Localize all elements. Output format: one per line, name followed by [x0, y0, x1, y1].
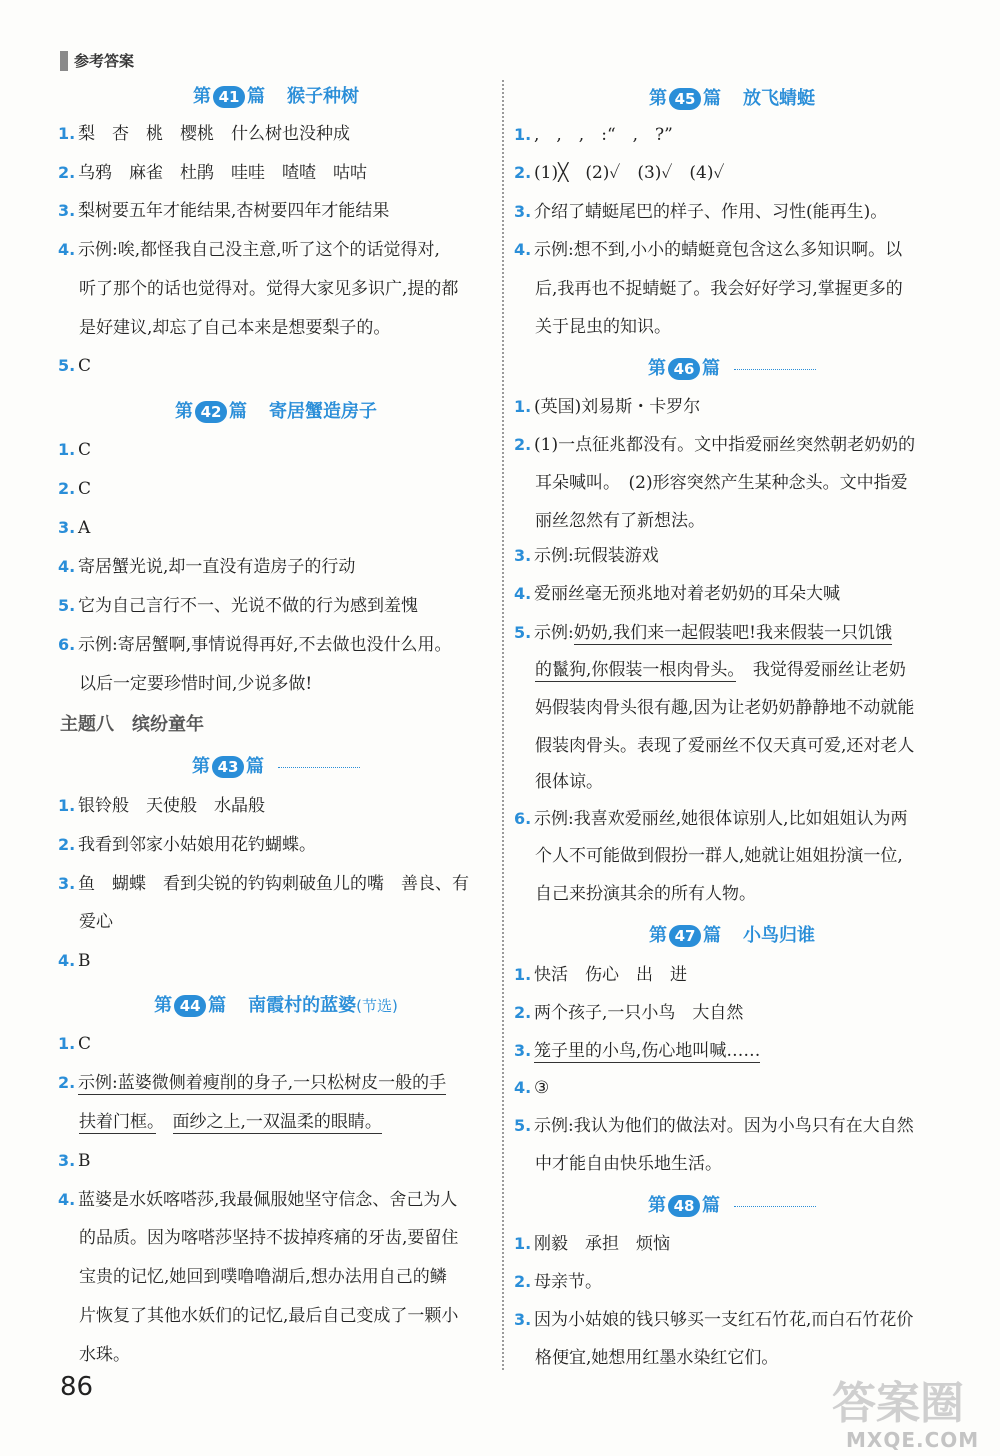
section-title-subtitle: (节选) [356, 997, 398, 1015]
title-prefix: 第 [193, 86, 211, 107]
answer-48-1: 1. 刚毅 承担 烦恼 [514, 1234, 670, 1254]
section-number-badge: 46 [668, 358, 700, 380]
answer-44-2: 2. 示例:蓝婆微侧着瘦削的身子,一只松树皮一般的手 [58, 1073, 447, 1093]
title-suffix: 篇 [702, 1195, 720, 1216]
answer-47-4: 4. ③ [514, 1078, 550, 1098]
title-prefix: 第 [649, 88, 667, 109]
answer-44-4: 4. 蓝婆是水妖喀嗒莎,我最佩服她坚守信念、舍己为人 [58, 1190, 458, 1210]
answer-42-5: 5. 它为自己言行不一、光说不做的行为感到羞愧 [58, 596, 418, 616]
answer-45-1: 1. , , , :“ , ?” [514, 125, 673, 145]
section-title-text: 寄居蟹造房子 [269, 401, 377, 422]
title-blank-line [734, 1206, 816, 1207]
answer-47-3: 3. 笼子里的小鸟,伤心地叫喊…… [514, 1041, 761, 1061]
answer-48-3: 3. 因为小姑娘的钱只够买一支红石竹花,而白石竹花价 [514, 1310, 914, 1330]
answer-46-2-line2: 耳朵喊叫。 (2)形容突然产生某种念头。文中指爱 [535, 473, 908, 493]
answer-44-4-line3: 宝贵的记忆,她回到噗噜噜湖后,想办法用自己的鳞 [79, 1267, 447, 1287]
answer-45-2: 2. (1)╳ (2)✓ (3)✓ (4)✓ [514, 163, 725, 183]
answer-46-5-line5: 很体谅。 [535, 772, 603, 792]
title-suffix: 篇 [246, 756, 264, 777]
answer-44-1: 1. C [58, 1034, 92, 1054]
answer-43-3-line2: 爱心 [79, 912, 113, 932]
section-title-43 [58, 752, 494, 778]
section-title-48 [514, 1191, 950, 1217]
answer-46-1: 1. (英国)刘易斯・卡罗尔 [514, 397, 701, 417]
section-title-44 [58, 991, 494, 1017]
answer-41-4: 4. 示例:唉,都怪我自己没主意,听了这个的话觉得对, [58, 240, 440, 260]
column-divider [502, 80, 504, 1370]
section-title-text: 小鸟归谁 [743, 925, 815, 946]
section-number-badge: 47 [669, 925, 701, 947]
title-prefix: 第 [154, 995, 173, 1016]
header-bar-icon [60, 51, 68, 71]
answer-46-4: 4. 爱丽丝毫无预兆地对着老奶奶的耳朵大喊 [514, 584, 840, 604]
answer-46-5-line3: 妈假装肉骨头很有趣,因为让老奶奶静静地不动就能 [535, 698, 915, 718]
answer-48-2: 2. 母亲节。 [514, 1272, 602, 1292]
answer-46-2-line3: 丽丝忽然有了新想法。 [535, 511, 705, 531]
answer-43-2: 2. 我看到邻家小姑娘用花钓蝴蝶。 [58, 835, 316, 855]
answer-41-4-line2: 听了那个的话也觉得对。觉得大家见多识广,提的都 [79, 279, 459, 299]
header-label: 参考答案 [74, 52, 135, 70]
section-title-47 [514, 921, 950, 947]
answer-47-1: 1. 快活 伤心 出 进 [514, 965, 687, 985]
answer-41-5: 5. C [58, 356, 92, 376]
answer-41-2: 2. 乌鸦 麻雀 杜鹃 哇哇 喳喳 咕咕 [58, 163, 367, 183]
title-suffix: 篇 [247, 86, 265, 107]
answer-44-3: 3. B [58, 1151, 91, 1171]
answer-46-3: 3. 示例:玩假装游戏 [514, 546, 659, 566]
title-suffix: 篇 [702, 358, 720, 379]
answer-45-4-line2: 后,我再也不捉蜻蜓了。我会好好学习,掌握更多的 [535, 279, 903, 299]
section-number-badge: 44 [174, 995, 206, 1017]
answer-47-5: 5. 示例:我认为他们的做法对。因为小鸟只有在大自然 [514, 1116, 914, 1136]
answer-46-2: 2. (1)一点征兆都没有。文中指爱丽丝突然朝老奶奶的 [514, 435, 916, 455]
page-number: 86 [60, 1372, 94, 1402]
title-prefix: 第 [192, 756, 210, 777]
title-prefix: 第 [648, 358, 666, 379]
title-prefix: 第 [648, 1195, 666, 1216]
title-blank-line [278, 767, 360, 768]
title-suffix: 篇 [229, 401, 247, 422]
answer-44-2-line2: 扶着门框。 面纱之上,一双温柔的眼睛。 [79, 1112, 382, 1132]
section-number-badge: 41 [213, 86, 245, 108]
answer-45-3: 3. 介绍了蜻蜓尾巴的样子、作用、习性(能再生)。 [514, 202, 888, 222]
answer-47-5-line2: 中才能自由快乐地生活。 [535, 1154, 722, 1174]
answer-42-3: 3. A [58, 518, 91, 538]
answer-46-5-line2: 的鬣狗,你假装一根肉骨头。 我觉得爱丽丝让老奶 [535, 660, 906, 680]
section-title-41 [58, 82, 494, 108]
section-title-text: 放飞蜻蜓 [743, 88, 815, 109]
answer-43-3: 3. 鱼 蝴蝶 看到尖锐的钓钩刺破鱼儿的嘴 善良、有 [58, 874, 469, 894]
section-number-badge: 45 [669, 88, 701, 110]
section-title-45 [514, 84, 950, 110]
answer-46-5-line4: 假装肉骨头。表现了爱丽丝不仅天真可爱,还对老人 [535, 736, 915, 756]
answer-44-4-line5: 水珠。 [79, 1345, 130, 1365]
answer-41-3: 3. 梨树要五年才能结果,杏树要四年才能结果 [58, 201, 390, 221]
answer-43-4: 4. B [58, 951, 91, 971]
answer-44-4-line4: 片恢复了其他水妖们的记忆,最后自己变成了一颗小 [79, 1306, 459, 1326]
title-prefix: 第 [175, 401, 193, 422]
answer-42-1: 1. C [58, 440, 92, 460]
answer-42-4: 4. 寄居蟹光说,却一直没有造房子的行动 [58, 557, 356, 577]
theme-heading: 主题八 缤纷童年 [60, 714, 204, 735]
answer-43-1: 1. 银铃般 天使般 水晶般 [58, 796, 265, 816]
answer-46-6: 6. 示例:我喜欢爱丽丝,她很体谅别人,比如姐姐认为两 [514, 809, 908, 829]
answer-45-4: 4. 示例:想不到,小小的蜻蜓竟包含这么多知识啊。以 [514, 240, 903, 260]
answer-42-6: 6. 示例:寄居蟹啊,事情说得再好,不去做也没什么用。 [58, 635, 452, 655]
title-suffix: 篇 [703, 88, 721, 109]
section-number-badge: 48 [668, 1195, 700, 1217]
section-title-46 [514, 354, 950, 380]
section-number-badge: 43 [212, 756, 244, 778]
answer-42-2: 2. C [58, 479, 92, 499]
title-suffix: 篇 [703, 925, 721, 946]
answer-46-6-line2: 个人不可能做到假扮一群人,她就让姐姐扮演一位, [535, 846, 903, 866]
watermark-domain: MXQE.COM [846, 1428, 980, 1452]
title-prefix: 第 [649, 925, 667, 946]
answer-44-4-line2: 的品质。因为喀嗒莎坚持不拔掉疼痛的牙齿,要留住 [79, 1228, 459, 1248]
title-suffix: 篇 [208, 995, 227, 1016]
section-title-text: 猴子种树 [287, 86, 359, 107]
answer-47-2: 2. 两个孩子,一只小鸟 大自然 [514, 1003, 744, 1023]
answer-41-4-line3: 是好建议,却忘了自己本来是想要梨子的。 [79, 318, 391, 338]
page-header [60, 50, 134, 71]
answer-48-3-line2: 格便宜,她想用红墨水染红它们。 [535, 1348, 779, 1368]
answer-42-6-line2: 以后一定要珍惜时间,少说多做! [79, 674, 313, 694]
answer-46-5: 5. 示例:奶奶,我们来一起假装吧!我来假装一只饥饿 [514, 623, 892, 643]
watermark-logo-text: 答案圈 [832, 1378, 964, 1429]
answer-45-4-line3: 关于昆虫的知识。 [535, 317, 671, 337]
answer-41-1: 1. 梨 杏 桃 樱桃 什么树也没种成 [58, 124, 350, 144]
section-title-42 [58, 397, 494, 423]
answer-46-6-line3: 自己来扮演其余的所有人物。 [535, 884, 756, 904]
title-blank-line [734, 369, 816, 370]
section-title-text: 南霞村的蓝婆 [248, 995, 357, 1016]
section-number-badge: 42 [195, 401, 227, 423]
